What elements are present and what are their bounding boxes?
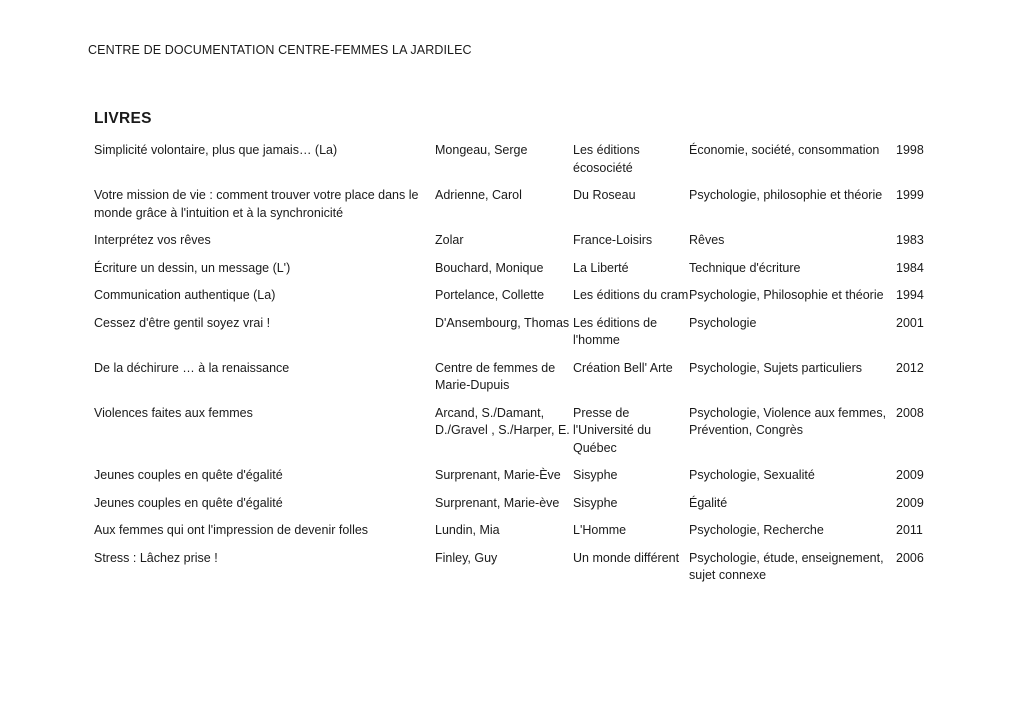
book-subject: Psychologie, philosophie et théorie xyxy=(689,188,883,202)
table-row xyxy=(94,187,934,232)
book-publisher: France-Loisirs xyxy=(573,233,653,247)
book-author: Adrienne, Carol xyxy=(435,188,522,202)
book-author: Surprenant, Marie-Ève xyxy=(435,468,561,482)
book-year: 2006 xyxy=(896,550,924,565)
book-publisher: Du Roseau xyxy=(573,188,636,202)
page-header: CENTRE DE DOCUMENTATION CENTRE-FEMMES LA JARDILEC xyxy=(88,43,472,57)
book-title: Jeunes couples en quête d'égalité xyxy=(94,468,283,482)
book-publisher: Presse de l'Université du Québec xyxy=(573,405,652,455)
book-year: 1983 xyxy=(896,233,924,247)
book-subject: Rêves xyxy=(689,233,725,247)
table-row xyxy=(94,287,934,315)
book-publisher: L'Homme xyxy=(573,523,627,537)
book-publisher: Sisyphe xyxy=(573,495,618,510)
book-publisher: Les éditions du cram xyxy=(573,288,689,302)
book-title: Stress : Lâchez prise ! xyxy=(94,550,218,565)
book-title: Simplicité volontaire, plus que jamais… (La) xyxy=(94,143,338,157)
book-year: 2012 xyxy=(896,360,924,375)
table-row xyxy=(94,142,934,187)
book-year: 2001 xyxy=(896,315,924,330)
book-author: Centre de femmes de Marie-Dupuis xyxy=(435,360,556,392)
book-subject: Psychologie, Sexualité xyxy=(689,468,815,482)
table-row xyxy=(94,232,934,260)
book-subject: Technique d'écriture xyxy=(689,260,801,275)
book-publisher: Création Bell' Arte xyxy=(573,360,673,375)
book-author: Mongeau, Serge xyxy=(435,143,528,157)
book-author: Surprenant, Marie-ève xyxy=(435,495,560,510)
book-table xyxy=(94,142,934,595)
book-year: 1984 xyxy=(896,260,924,275)
book-subject: Psychologie, Philosophie et théorie xyxy=(689,288,884,302)
table-row xyxy=(94,405,934,468)
book-publisher: Les éditions de l'homme xyxy=(573,315,658,347)
table-row xyxy=(94,360,934,405)
book-title: Aux femmes qui ont l'impression de devenir folles xyxy=(94,523,369,537)
table-row xyxy=(94,550,934,595)
book-title: Votre mission de vie : comment trouver votre place dans le monde grâce à l'intuition et à la synchronicité xyxy=(94,188,419,220)
book-title: Écriture un dessin, un message (L') xyxy=(94,260,291,275)
book-title: Cessez d'être gentil soyez vrai ! xyxy=(94,315,271,330)
book-subject: Psychologie, Sujets particuliers xyxy=(689,360,862,375)
book-publisher: Les éditions écosociété xyxy=(573,143,640,175)
book-author: Finley, Guy xyxy=(435,550,498,565)
book-rows xyxy=(94,142,934,595)
table-row xyxy=(94,260,934,288)
book-title: De la déchirure … à la renaissance xyxy=(94,360,290,375)
book-year: 1994 xyxy=(896,288,924,302)
book-publisher: Sisyphe xyxy=(573,468,618,482)
book-author: D'Ansembourg, Thomas xyxy=(435,315,570,330)
book-year: 2009 xyxy=(896,495,924,510)
table-row xyxy=(94,315,934,360)
book-year: 2009 xyxy=(896,468,924,482)
book-subject: Psychologie, Violence aux femmes, Prévention, Congrès xyxy=(689,405,887,437)
book-subject: Psychologie, étude, enseignement, sujet connexe xyxy=(689,550,884,582)
book-title: Communication authentique (La) xyxy=(94,288,276,302)
book-title: Interprétez vos rêves xyxy=(94,233,211,247)
book-author: Arcand, S./Damant, D./Gravel , S./Harper, E. xyxy=(435,405,570,437)
book-year: 2011 xyxy=(896,523,923,537)
book-author: Portelance, Collette xyxy=(435,288,545,302)
section-title: LIVRES xyxy=(94,110,152,127)
book-publisher: Un monde différent xyxy=(573,550,680,565)
book-subject: Psychologie, Recherche xyxy=(689,523,824,537)
table-row xyxy=(94,522,934,550)
book-publisher: La Liberté xyxy=(573,260,629,275)
book-year: 1998 xyxy=(896,143,924,157)
book-year: 1999 xyxy=(896,188,924,202)
book-author: Bouchard, Monique xyxy=(435,260,544,275)
book-title: Jeunes couples en quête d'égalité xyxy=(94,495,283,510)
book-author: Zolar xyxy=(435,233,464,247)
table-row xyxy=(94,467,934,495)
book-year: 2008 xyxy=(896,405,924,420)
book-title: Violences faites aux femmes xyxy=(94,405,253,420)
table-row xyxy=(94,495,934,523)
book-subject: Économie, société, consommation xyxy=(689,143,880,157)
book-subject: Psychologie xyxy=(689,315,757,330)
book-author: Lundin, Mia xyxy=(435,523,500,537)
book-subject: Égalité xyxy=(689,495,728,510)
